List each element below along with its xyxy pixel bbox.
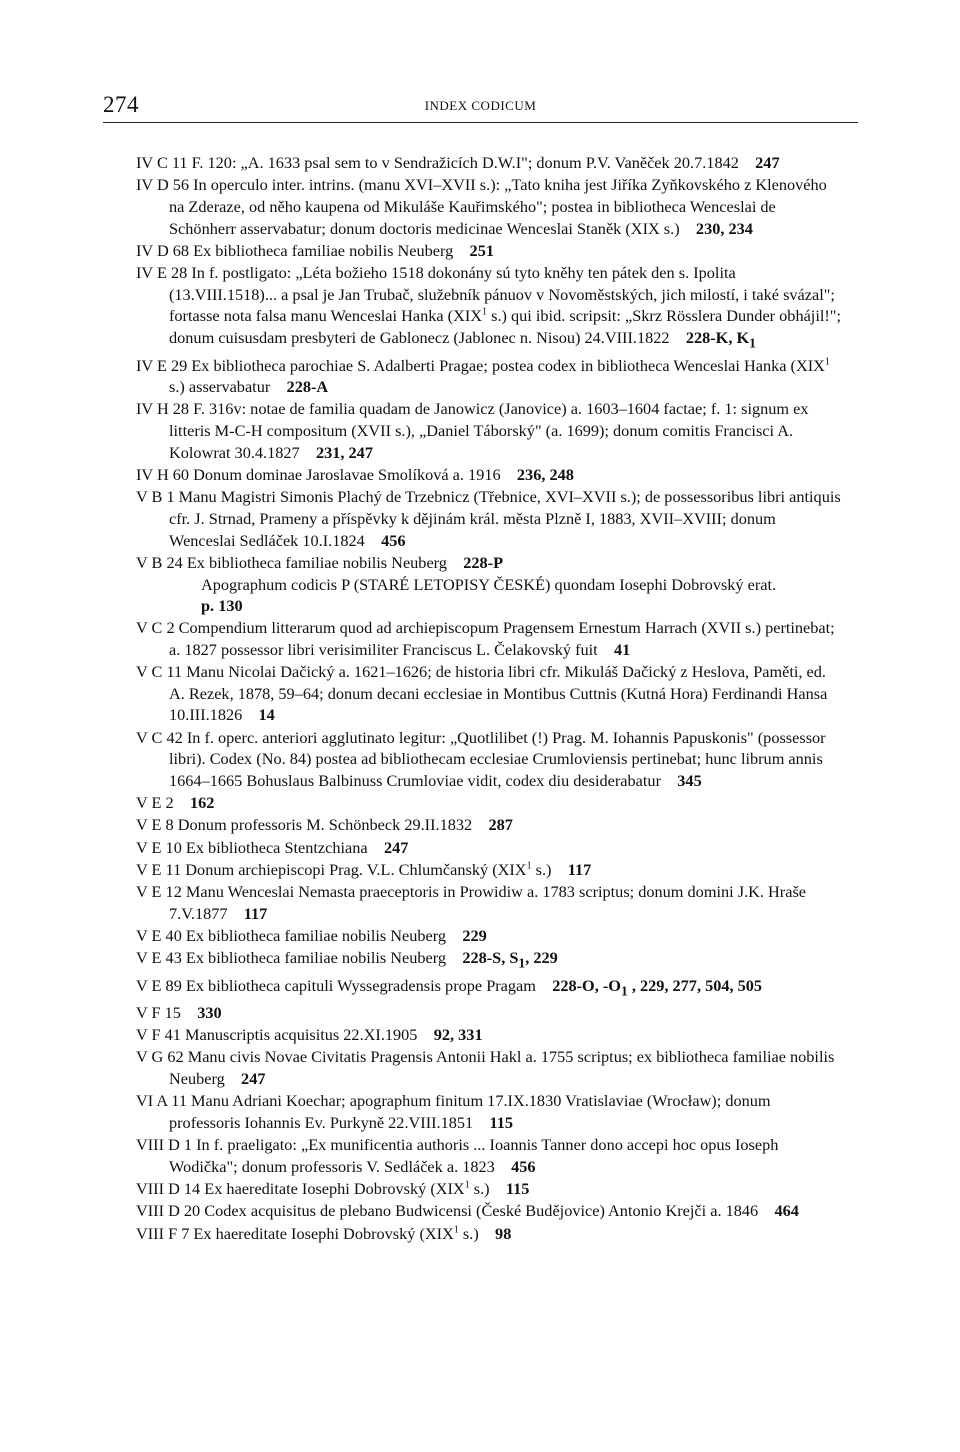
page-reference-value: 92, 331	[433, 1025, 483, 1045]
entry-text: V E 89 Ex bibliotheca capituli Wyssegradensis prope Pragam	[136, 975, 536, 995]
page-reference	[511, 1157, 535, 1176]
index-entry	[136, 947, 844, 974]
header-rule	[103, 122, 858, 123]
entry-superscript: 1	[464, 1179, 470, 1191]
page-reference-value: 236, 248	[516, 465, 574, 485]
index-entry	[136, 1024, 844, 1046]
page-reference-value: 330	[197, 1002, 222, 1022]
page-reference-value: 287	[488, 815, 513, 835]
index-entry	[136, 792, 844, 814]
page-reference-value: 228-A	[286, 377, 329, 397]
index-entry	[136, 814, 844, 836]
page-reference-value: 115	[489, 1112, 513, 1132]
page-reference	[488, 815, 512, 834]
page-reference	[259, 705, 275, 724]
entry-text: V G 62 Manu civis Novae Civitatis Pragensis Antonii Hakl a. 1755 scriptus; ex bibliotheca familiae nobilis Neuberg	[136, 1047, 835, 1089]
entry-text: V C 11 Manu Nicolai Dačický a. 1621–1626; de historia libri cfr. Mikuláš Dačický z Heslova, Paměti, ed. A. Rezek, 1878, 59–64; donum decani ecclesiae in Montibus Cuttnis (Kutná Hora) Ferdinandi Hansa 10.III.1826	[136, 661, 828, 725]
page-reference-subscript: 1	[749, 335, 756, 351]
entry-text: IV D 68 Ex bibliotheca familiae nobilis Neuberg	[136, 240, 454, 260]
page-reference-value: 228-P	[463, 552, 504, 572]
page-reference	[434, 1025, 483, 1044]
entry-text-continued: s.) qui ibid. scripsit: „Skrz Rösslera Dunder obhájil!"; donum cuisusdam presbyteri de Gablonecz (Jablonec n. Nisou) 24.VIII.1822	[169, 306, 841, 348]
index-entry	[136, 552, 844, 574]
page-reference	[506, 1179, 530, 1198]
page-reference-value: 230, 234	[695, 218, 753, 238]
index-entry	[136, 262, 844, 354]
entry-text: IV C 11 F. 120: „A. 1633 psal sem to v Sendražicích D.W.I"; donum P.V. Vaněček 20.7.1842	[136, 153, 739, 172]
index-entry	[136, 925, 844, 947]
entry-text: IV H 60 Donum dominae Jaroslavae Smolíková a. 1916	[136, 465, 501, 485]
page-reference	[384, 838, 408, 857]
running-title: INDEX CODICUM	[424, 98, 537, 113]
page-reference-value: 247	[241, 1069, 266, 1089]
page-reference-value: 115	[505, 1179, 530, 1199]
page-reference	[470, 241, 494, 260]
index-entry	[136, 1223, 844, 1245]
entry-text: V E 40 Ex bibliotheca familiae nobilis Neuberg	[136, 925, 447, 945]
page-reference-subscript: 1	[620, 982, 628, 998]
page-reference-subscript: 1	[518, 955, 526, 971]
index-entry	[136, 727, 844, 792]
page-reference	[463, 553, 503, 572]
entry-text-continued: s.) asservabatur	[169, 377, 271, 397]
page-header	[103, 92, 858, 122]
page-reference-value: 162	[189, 793, 215, 813]
entry-text: V C 42 In f. operc. anteriori agglutinato legitur: „Quotlilibet (!) Prag. M. Iohannis Papuskonis" (possessor libri). Codex (No. 84) postea ad bibliothecam ecclesiae Crumloviensis pertinebat; hunc librum annis 1664–1665 Bohuslaus Balbinuss Crumloviae vidit, codex diu desiderabatur	[136, 727, 826, 790]
entry-text: V B 1 Manu Magistri Simonis Plachý de Trzebnicz (Třebnice, XVI–XVII s.); de possessoribus libri antiquis cfr. J. Strnad, Prameny a příspěvky k dějinám král. města Plzně I, 1883, XVII–XVIII; donum Wenceslai Sedláček 10.I.1824	[136, 487, 841, 550]
entry-superscript: 1	[453, 1224, 459, 1236]
entry-superscript: 1	[526, 860, 532, 872]
entry-text: VIII D 14 Ex haereditate Iosephi Dobrovský (XIX	[136, 1179, 465, 1199]
index-entry	[136, 1090, 844, 1133]
page-reference-value: 247	[383, 837, 409, 857]
page-reference-value: 231, 247	[315, 442, 373, 462]
index-entry	[136, 837, 844, 859]
page-number: 274	[103, 92, 139, 117]
page-reference-value: 228-S, S	[462, 948, 519, 968]
entry-text: IV E 28 In f. postligato: „Léta božieho 1518 dokonány sú tyto kněhy ten pátek den s. Ipolita (13.VIII.1518)... a psal je Jan Trubač, služebník pánuov v Novoměstských, jich milostí, i také svázal"; fortasse nota falsa manu Wenceslai Hanka (XIX	[136, 263, 835, 326]
page-reference-value: 456	[381, 530, 406, 550]
page-reference	[614, 640, 630, 659]
page-reference	[568, 860, 592, 879]
entry-text-continued: s.)	[531, 859, 552, 879]
index-entry	[136, 1134, 844, 1177]
index-entry	[136, 881, 844, 924]
subnote-text: Apographum codicis P (STARÉ LETOPISY ČESKÉ) quondam Iosephi Dobrovský erat.	[201, 574, 777, 594]
entry-text: IV H 28 F. 316v: notae de familia quadam de Janowicz (Janovice) a. 1603–1604 factae; f. 1: signum ex litteris M-C-H compositum (XVII s.), „Daniel Táborský" (a. 1699); donum comitis Francisci A. Kolowrat 30.4.1827	[136, 399, 809, 462]
entry-text: IV E 29 Ex bibliotheca parochiae S. Adalberti Pragae; postea codex in bibliotheca Wenceslai Hanka (XIX	[136, 355, 825, 375]
page-reference	[685, 328, 756, 351]
page-reference	[381, 531, 405, 550]
entry-text: V E 12 Manu Wenceslai Nemasta praeceptoris in Prowidiw a. 1783 scriptus; donum domini J.K. Hraše 7.V.1877	[136, 881, 807, 923]
entry-text: V B 24 Ex bibliotheca familiae nobilis Neuberg	[136, 552, 447, 572]
entry-text: V E 10 Ex bibliotheca Stentzchiana	[136, 837, 368, 857]
entry-text-continued: s.)	[458, 1223, 479, 1243]
page-reference	[774, 1201, 798, 1220]
entry-text: VIII D 20 Codex acquisitus de plebano Budwicensi (České Budějovice) Antonio Krejči a. 1846	[136, 1201, 759, 1221]
page-reference	[316, 443, 373, 462]
page-reference-value: 41	[613, 639, 631, 659]
page-reference	[287, 377, 329, 396]
index-entry	[136, 398, 844, 463]
page-reference-value: 229	[462, 925, 487, 945]
page-reference-value: 117	[243, 903, 268, 923]
index-entry	[136, 1178, 844, 1200]
index-entry	[136, 152, 844, 174]
entry-text: V E 11 Donum archiepiscopi Prag. V.L. Chlumčanský (XIX	[136, 859, 527, 879]
page-reference	[495, 1224, 511, 1243]
entry-text: V C 2 Compendium litterarum quod ad archiepiscopum Pragensem Ernestum Harrach (XVII s.) pertinebat; a. 1827 possessor libri verisimiliter Franciscus L. Čelakovský fuit	[136, 618, 835, 659]
page-reference	[462, 948, 558, 971]
page-reference-value: 117	[567, 859, 592, 879]
page-reference	[244, 904, 268, 923]
page-reference	[552, 975, 763, 998]
entry-text: VIII F 7 Ex haereditate Iosephi Dobrovský (XIX	[136, 1223, 454, 1243]
index-entry	[136, 486, 844, 551]
entry-text-continued: s.)	[469, 1179, 490, 1199]
page-reference-value: 14	[258, 705, 275, 725]
page-reference-value: 247	[755, 153, 780, 172]
entry-text: IV D 56 In operculo inter. intrins. (manu XVI–XVII s.): „Tato kniha jest Jiříka Zyňkovského z Klenového na Zderaze, od něho kaupena od Mikuláše Kauřimského"; postea in bibliotheca Wenceslai de Schönherr asservabatur; donum doctoris medicinae Wenceslai Staněk (XIX s.)	[136, 175, 827, 238]
index-entry	[136, 355, 844, 398]
entry-text: V F 15	[136, 1002, 181, 1022]
entry-superscript: 1	[824, 356, 830, 368]
page-reference	[755, 153, 779, 172]
entry-text: VIII D 1 In f. praeligato: „Ex munificentia authoris ... Ioannis Tanner dono accepi hoc opus Ioseph Wodička"; donum professoris V. Sedláček a. 1823	[136, 1135, 779, 1176]
index-entry	[136, 617, 844, 660]
entry-text: V E 2	[136, 793, 174, 813]
index-entry	[136, 1002, 844, 1024]
page-reference	[190, 793, 214, 812]
page-reference-value: 456	[511, 1156, 536, 1176]
index-entry	[136, 975, 844, 1002]
page-reference-value: 251	[469, 240, 494, 260]
page-reference-more: , 229, 277, 504, 505	[627, 975, 763, 995]
page-reference	[462, 926, 486, 945]
index-entries	[136, 152, 844, 1244]
subnote-reference: p. 130	[201, 596, 243, 616]
index-entry	[136, 859, 844, 881]
page-reference	[696, 219, 753, 238]
page-reference	[517, 465, 574, 484]
page-reference	[489, 1113, 513, 1132]
entry-subnote	[136, 574, 844, 617]
entry-text: V E 8 Donum professoris M. Schönbeck 29.II.1832	[136, 815, 473, 835]
page-reference-value: 464	[774, 1201, 799, 1221]
entry-text: VI A 11 Manu Adriani Koechar; apographum finitum 17.IX.1830 Vratislaviae (Wrocław); donum professoris Iohannis Ev. Purkyně 22.VIII.1851	[136, 1091, 771, 1132]
entry-text: V E 43 Ex bibliotheca familiae nobilis Neuberg	[136, 948, 447, 968]
page-reference-value: 228-O, -O	[552, 975, 621, 995]
index-entry	[136, 240, 844, 262]
page-reference-more: , 229	[525, 948, 558, 968]
index-entry	[136, 1046, 844, 1089]
entry-superscript: 1	[482, 307, 488, 318]
index-entry	[136, 661, 844, 726]
page-reference	[677, 771, 701, 790]
index-entry	[136, 174, 844, 239]
page-reference	[241, 1069, 265, 1088]
page-reference-value: 345	[677, 770, 702, 790]
index-entry	[136, 1200, 844, 1222]
page-reference-value: 98	[495, 1223, 512, 1243]
index-entry	[136, 464, 844, 486]
page-reference-value: 228-K, K	[685, 328, 750, 348]
page-reference	[197, 1003, 221, 1022]
entry-text: V F 41 Manuscriptis acquisitus 22.XI.1905	[136, 1025, 418, 1045]
